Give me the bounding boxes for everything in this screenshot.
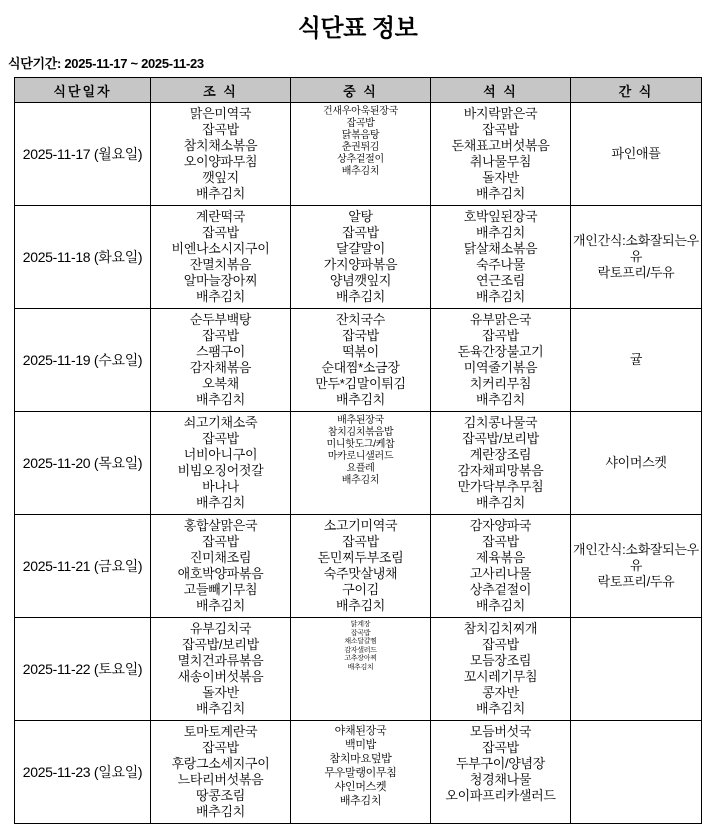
menu-item: 미니핫도그/케찹	[326, 439, 395, 450]
menu-item: 채소달걀찜	[344, 638, 377, 645]
period-label: 식단기간: 2025-11-17 ~ 2025-11-23	[8, 56, 204, 71]
menu-item: 참치채소볶음	[183, 138, 258, 153]
cell-snack	[571, 721, 702, 824]
cell-dinner	[431, 309, 571, 412]
menu-item: 바지락맑은국	[463, 106, 538, 121]
page-title: 식단표 정보	[297, 15, 418, 42]
menu-item: 돈육간장불고기	[457, 344, 544, 359]
menu-item: 배추김치	[335, 598, 386, 613]
menu-item: 배추김치	[335, 289, 386, 304]
header-row	[15, 78, 702, 103]
menu-item: 잡곡밥	[482, 328, 519, 343]
menu-item: 홍합살맑은국	[183, 518, 258, 533]
cell-lunch	[291, 618, 431, 721]
menu-item: 김치콩나물국	[463, 415, 538, 430]
cell-date	[15, 206, 151, 309]
table-row	[15, 103, 702, 206]
menu-item: 2025-11-21 (금요일)	[22, 557, 143, 574]
menu-item: 맑은미역국	[189, 106, 252, 121]
menu-item: 유부김치국	[189, 621, 252, 636]
menu-item: 배추김치	[341, 475, 380, 486]
menu-item: 잡곡밥	[202, 122, 239, 137]
menu-item: 잡곡밥	[342, 534, 379, 549]
menu-item: 쇠고기채소죽	[183, 415, 258, 430]
menu-item: 멸치건과류볶음	[177, 653, 264, 668]
menu-item: 깻잎지	[202, 170, 239, 185]
menu-item: 배추김치	[335, 392, 386, 407]
menu-item: 후랑그소세지구이	[171, 756, 270, 771]
menu-item: 새송이버섯볶음	[177, 669, 264, 684]
cell-date	[15, 309, 151, 412]
menu-item: 무우말랭이무침	[324, 767, 397, 779]
menu-item: 감자샐러드	[344, 646, 377, 654]
menu-item: 참치김치찌개	[463, 621, 538, 636]
menu-item: 모듬장조림	[469, 653, 532, 668]
menu-item: 애호박양파볶음	[177, 566, 264, 581]
cell-dinner	[431, 515, 571, 618]
cell-date	[15, 618, 151, 721]
menu-item: 요플레	[346, 463, 375, 474]
menu-item: 만가닥부추무침	[457, 479, 544, 494]
menu-item: 모듬버섯국	[469, 724, 532, 739]
menu-item: 배추김치	[475, 701, 526, 716]
menu-item: 알마늘장아찌	[183, 273, 258, 288]
cell-lunch	[291, 412, 431, 515]
cell-breakfast	[151, 515, 291, 618]
menu-item: 배추김치	[475, 598, 526, 613]
menu-item: 배추김치	[475, 289, 526, 304]
menu-item: 2025-11-23 (일요일)	[22, 763, 143, 780]
menu-item: 숙주맛살냉채	[323, 566, 398, 581]
menu-item: 너비아니구이	[183, 447, 258, 462]
menu-item: 배추김치	[195, 289, 246, 304]
menu-item: 배추김치	[341, 166, 380, 177]
cell-date	[15, 412, 151, 515]
cell-dinner	[431, 412, 571, 515]
cell-breakfast	[151, 103, 291, 206]
menu-item: 꼬시레기무침	[463, 669, 538, 684]
menu-item: 스팸구이	[195, 344, 246, 359]
menu-item: 오이파프리카샐러드	[445, 788, 556, 803]
menu-item: 비빔오징어젓갈	[177, 463, 264, 478]
menu-item: 잡곡밥	[342, 225, 379, 240]
menu-item: 잡곡밥	[202, 534, 239, 549]
meal-plan-table	[14, 77, 702, 824]
menu-item: 바나나	[202, 479, 239, 494]
menu-item: 오이양파무침	[183, 154, 258, 169]
menu-item: 취나물무침	[469, 154, 532, 169]
meal-table-header	[15, 78, 702, 103]
menu-item: 닭살채소볶음	[463, 241, 538, 256]
menu-item: 느타리버섯볶음	[177, 772, 264, 787]
menu-item: 고추장아찌	[344, 655, 377, 662]
menu-item: 잡곡밥	[482, 122, 519, 137]
menu-item: 2025-11-17 (월요일)	[22, 145, 143, 162]
column-header-dinner: 석 식	[431, 78, 571, 103]
menu-item: 오복채	[202, 376, 239, 391]
menu-item: 떡볶이	[342, 344, 379, 359]
menu-item: 파인애플	[611, 146, 661, 161]
menu-item: 배추김치	[195, 701, 246, 716]
menu-item: 잡곡밥	[482, 534, 519, 549]
cell-lunch	[291, 721, 431, 824]
cell-dinner	[431, 206, 571, 309]
menu-item: 잡국밥	[342, 328, 379, 343]
menu-item: 두부구이/양념장	[455, 756, 546, 771]
menu-item: 참치김치볶음밥	[327, 427, 394, 438]
menu-item: 잔치국수	[335, 312, 386, 327]
cell-dinner	[431, 103, 571, 206]
table-row	[15, 412, 702, 515]
menu-item: 개인간식:소화잘되는우유	[573, 542, 699, 573]
menu-item: 2025-11-20 (목요일)	[22, 454, 143, 471]
menu-item: 잔멸치볶음	[189, 257, 252, 272]
menu-item: 순두부백탕	[189, 312, 252, 327]
cell-breakfast	[151, 412, 291, 515]
cell-date	[15, 103, 151, 206]
table-row	[15, 721, 702, 824]
menu-item: 배추김치	[475, 186, 526, 201]
menu-item: 감자양파국	[469, 518, 532, 533]
column-header-lunch: 중 식	[291, 78, 431, 103]
menu-item: 배추김치	[195, 392, 246, 407]
menu-item: 2025-11-19 (수요일)	[22, 351, 143, 368]
menu-item: 토마토계란국	[183, 724, 258, 739]
cell-breakfast	[151, 721, 291, 824]
cell-dinner	[431, 721, 571, 824]
table-row	[15, 206, 702, 309]
menu-item: 돌자반	[202, 685, 239, 700]
cell-snack	[571, 618, 702, 721]
menu-item: 콩자반	[482, 685, 519, 700]
menu-item: 비엔나소시지구이	[171, 241, 270, 256]
cell-breakfast	[151, 206, 291, 309]
menu-item: 배추된장국	[337, 415, 384, 426]
menu-item: 배추김치	[339, 795, 382, 807]
menu-item: 숙주나물	[475, 257, 526, 272]
column-header-snack: 간 식	[571, 78, 702, 103]
menu-item: 만두*김말이튀김	[315, 376, 406, 391]
menu-item: 배추김치	[195, 495, 246, 510]
menu-item: 상추겉절이	[337, 154, 384, 165]
cell-snack	[571, 412, 702, 515]
menu-item: 순대찜*소금장	[321, 360, 400, 375]
menu-item: 샤인머스켓	[334, 781, 387, 793]
cell-lunch	[291, 103, 431, 206]
table-row	[15, 515, 702, 618]
menu-item: 배추김치	[475, 495, 526, 510]
table-row	[15, 618, 702, 721]
menu-item: 야채된장국	[334, 725, 387, 737]
cell-snack	[571, 103, 702, 206]
cell-snack	[571, 515, 702, 618]
menu-item: 계란떡국	[195, 209, 246, 224]
menu-item: 알탕	[348, 209, 373, 224]
menu-item: 참치마요덮밥	[329, 753, 392, 765]
cell-lunch	[291, 309, 431, 412]
menu-item: 배추김치	[347, 663, 374, 671]
menu-item: 돈채표고버섯볶음	[451, 138, 550, 153]
cell-date	[15, 721, 151, 824]
menu-item: 2025-11-18 (화요일)	[22, 248, 143, 265]
menu-item: 배추김치	[475, 392, 526, 407]
menu-item: 닭볶음탕	[341, 130, 380, 141]
menu-item: 백미밥	[345, 739, 376, 751]
menu-item: 닭계장	[350, 621, 371, 628]
cell-snack	[571, 206, 702, 309]
menu-item: 감자채볶음	[189, 360, 252, 375]
cell-breakfast	[151, 309, 291, 412]
menu-item: 돈민찌두부조림	[317, 550, 404, 565]
cell-snack	[571, 309, 702, 412]
menu-item: 잡곡밥	[202, 740, 239, 755]
menu-item: 락토프리/두유	[597, 265, 675, 280]
menu-item: 잡곡밥	[346, 118, 375, 129]
menu-item: 호박잎된장국	[463, 209, 538, 224]
menu-item: 잡곡밥	[202, 225, 239, 240]
meal-table-body	[15, 103, 702, 824]
menu-item: 건새우아욱된장국	[323, 106, 398, 117]
menu-item: 가지양파볶음	[323, 257, 398, 272]
cell-dinner	[431, 618, 571, 721]
menu-item: 배추김치	[195, 804, 246, 819]
table-row	[15, 309, 702, 412]
menu-item: 땅콩조림	[195, 788, 246, 803]
menu-item: 잡곡밥	[482, 637, 519, 652]
menu-item: 잡곡밥	[350, 629, 371, 637]
meal-plan-page	[0, 8, 715, 824]
menu-item: 상추겉절이	[469, 582, 532, 597]
menu-item: 샤이머스켓	[605, 455, 667, 470]
menu-item: 배추김치	[195, 186, 246, 201]
menu-item: 진미채조림	[189, 550, 252, 565]
menu-item: 개인간식:소화잘되는우유	[573, 233, 699, 264]
menu-item: 감자채피망볶음	[457, 463, 544, 478]
cell-date	[15, 515, 151, 618]
menu-item: 2025-11-22 (토요일)	[22, 660, 143, 677]
menu-item: 연근조림	[475, 273, 526, 288]
cell-lunch	[291, 206, 431, 309]
menu-item: 미역줄기볶음	[463, 360, 538, 375]
menu-item: 귤	[629, 352, 643, 367]
menu-item: 배추김치	[195, 598, 246, 613]
menu-item: 소고기미역국	[323, 518, 398, 533]
menu-item: 돌자반	[482, 170, 519, 185]
menu-item: 양념깻잎지	[329, 273, 392, 288]
menu-item: 고사리나물	[469, 566, 532, 581]
column-header-date: 식단일자	[15, 78, 151, 103]
menu-item: 잡곡밥	[202, 431, 239, 446]
menu-item: 춘권튀김	[341, 142, 380, 153]
cell-breakfast	[151, 618, 291, 721]
menu-item: 잡곡밥	[482, 740, 519, 755]
menu-item: 락토프리/두유	[597, 574, 675, 589]
menu-item: 배추김치	[475, 225, 526, 240]
menu-item: 유부맑은국	[469, 312, 532, 327]
column-header-breakfast: 조 식	[151, 78, 291, 103]
menu-item: 잡곡밥	[202, 328, 239, 343]
menu-item: 고들빼기무침	[183, 582, 258, 597]
menu-item: 잡곡밥/보리밥	[462, 431, 539, 446]
menu-item: 마카로니샐러드	[327, 451, 394, 462]
menu-item: 계란장조림	[469, 447, 532, 462]
menu-item: 구이김	[342, 582, 379, 597]
menu-item: 잡곡밥/보리밥	[182, 637, 259, 652]
menu-item: 치커리무침	[469, 376, 532, 391]
menu-item: 청경채나물	[469, 772, 532, 787]
menu-item: 달걀말이	[335, 241, 386, 256]
cell-lunch	[291, 515, 431, 618]
menu-item: 제육볶음	[475, 550, 526, 565]
